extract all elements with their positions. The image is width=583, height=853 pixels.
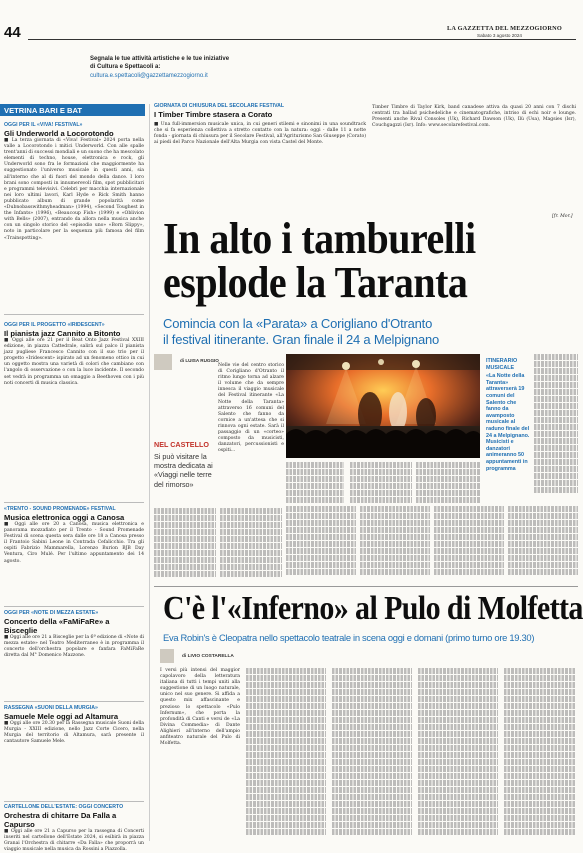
text-line	[332, 829, 412, 835]
text-line	[418, 794, 498, 800]
text-line	[154, 564, 216, 570]
second-byline: di LIVIO COSTARELLA	[182, 654, 234, 659]
text-line	[504, 801, 576, 807]
sidebar-divider	[4, 801, 144, 802]
second-body-col-5	[504, 668, 576, 836]
text-line	[418, 780, 498, 786]
page-number: 44	[4, 24, 21, 41]
text-line	[508, 562, 578, 568]
text-line	[350, 490, 412, 496]
text-line	[418, 808, 498, 814]
text-line	[246, 703, 326, 709]
sidebar-item-text: ■ Oggi alle ore 21 a Capurso per la rassegna di Concerti inseriti nel cartellone dell'Estate 2024, si esibirà in piazza Granai l'Orchestra di chitarre «Da Falla» che proporrà un viaggio musicale nella musica da Rossini a Piazzolla.	[4, 829, 144, 853]
text-line	[534, 424, 578, 430]
second-story-title: C'è l'«Inferno» al Pulo di Molfetta	[163, 590, 583, 627]
text-line	[246, 801, 326, 807]
text-line	[508, 541, 578, 547]
text-line	[332, 724, 412, 730]
header-rule	[28, 39, 576, 40]
text-line	[418, 752, 498, 758]
text-line	[434, 527, 504, 533]
text-line	[286, 476, 344, 482]
text-line	[246, 780, 326, 786]
sidebar-item	[4, 322, 144, 506]
text-line	[534, 375, 578, 381]
text-line	[504, 703, 576, 709]
text-line	[154, 536, 216, 542]
text-line	[418, 731, 498, 737]
text-line	[504, 759, 576, 765]
sidebar	[0, 104, 147, 853]
second-story-body	[160, 668, 578, 838]
text-line	[220, 571, 282, 577]
text-line	[246, 766, 326, 772]
text-line	[360, 527, 430, 533]
text-line	[286, 513, 356, 519]
text-line	[246, 829, 326, 835]
lead-title-line-1: In alto i tamburelli	[163, 212, 476, 264]
text-line	[332, 822, 412, 828]
text-line	[416, 476, 480, 482]
pull-quote-text: Si può visitare la mostra dedicata ai «Viaggi nelle terre del rimorso»	[154, 452, 213, 489]
text-line	[246, 675, 326, 681]
notice-email-link[interactable]: cultura.e.spettacoli@gazzettamezzogiorno.it	[90, 73, 208, 79]
text-line	[332, 801, 412, 807]
text-line	[332, 794, 412, 800]
lead-subtitle-line-2: il festival itinerante. Gran finale il 24 a Melpignano	[163, 332, 440, 347]
text-line	[220, 543, 282, 549]
text-line	[418, 668, 498, 674]
lower-col-2	[360, 506, 430, 576]
text-line	[332, 689, 412, 695]
text-line	[534, 403, 578, 409]
text-line	[332, 759, 412, 765]
publication-name: LA GAZZETTA DEL MEZZOGIORNO	[447, 25, 562, 32]
text-line	[504, 752, 576, 758]
ticker-box	[154, 103, 578, 221]
text-line	[360, 541, 430, 547]
page-header	[0, 0, 580, 42]
text-line	[534, 438, 578, 444]
text-line	[246, 773, 326, 779]
ticker-headline: I Timber Timbre stasera a Corato	[154, 110, 273, 119]
second-body-col-2	[246, 668, 326, 836]
text-line	[418, 682, 498, 688]
lead-body-text: Nelle vie del centro storico di Corigliano d'Otranto il ritmo lungo torna ad alzare il volume che da sempre innesca il viaggio musicale del Festival itinerante «La Notte della Taranta» attraverso 16 comuni del Salento che fanno da cornice a un'attesa che si rinnova ogni estate. Sarà il passaggio di un «corteo» composto da musicisti, danzatori, percussionisti e ospiti...	[218, 363, 284, 454]
itinerary-kicker: ITINERARIO MUSICALE	[486, 358, 518, 371]
text-line	[434, 506, 504, 512]
lead-body-left-lower	[154, 508, 282, 584]
text-line	[434, 520, 504, 526]
text-line	[418, 703, 498, 709]
sidebar-item-headline: Samuele Mele oggi ad Altamura	[4, 712, 119, 721]
text-line	[286, 569, 356, 575]
text-line	[418, 759, 498, 765]
text-line	[508, 555, 578, 561]
sidebar-item-kicker: «TRENTO - SOUND PROMENADE» FESTIVAL	[4, 506, 116, 512]
text-line	[434, 541, 504, 547]
text-line	[154, 550, 216, 556]
text-line	[504, 794, 576, 800]
text-line	[416, 469, 480, 475]
pull-quote-kicker: NEL CASTELLO	[154, 440, 209, 449]
text-line	[434, 555, 504, 561]
sidebar-item	[4, 804, 144, 853]
text-line	[286, 534, 356, 540]
text-line	[504, 766, 576, 772]
text-line	[332, 752, 412, 758]
sidebar-item-headline: Concerto della «FaMiFaRe» a Bisceglie	[4, 617, 110, 635]
text-line	[220, 564, 282, 570]
text-line	[360, 562, 430, 568]
second-body-col-4	[418, 668, 498, 836]
text-line	[246, 731, 326, 737]
text-line	[360, 548, 430, 554]
text-line	[246, 745, 326, 751]
text-line	[504, 829, 576, 835]
text-line	[504, 668, 576, 674]
sidebar-item-headline: Musica elettronica oggi a Canosa	[4, 513, 125, 522]
text-line	[350, 497, 412, 503]
text-line	[504, 780, 576, 786]
text-line	[332, 675, 412, 681]
text-line	[286, 497, 344, 503]
text-line	[508, 506, 578, 512]
text-line	[332, 696, 412, 702]
text-line	[504, 738, 576, 744]
text-line	[508, 569, 578, 575]
text-line	[332, 668, 412, 674]
text-line	[504, 689, 576, 695]
sidebar-item-headline: Gli Underworld a Locorotondo	[4, 129, 114, 138]
issue-date: Sabato 3 agosto 2024	[477, 33, 522, 38]
text-line	[220, 529, 282, 535]
sidebar-item-kicker: OGGI PER IL «VIVA! FESTIVAL»	[4, 122, 83, 128]
text-line	[360, 555, 430, 561]
text-line	[418, 696, 498, 702]
text-line	[332, 710, 412, 716]
text-line	[418, 745, 498, 751]
text-line	[504, 773, 576, 779]
second-byline-block	[160, 649, 280, 665]
text-line	[286, 555, 356, 561]
text-line	[332, 766, 412, 772]
column-rule	[149, 104, 150, 841]
text-line	[508, 527, 578, 533]
text-line	[246, 808, 326, 814]
text-line	[332, 738, 412, 744]
lead-body-col-5	[416, 462, 480, 502]
text-line	[246, 710, 326, 716]
text-line	[534, 466, 578, 472]
text-line	[416, 462, 480, 468]
text-line	[418, 773, 498, 779]
text-line	[534, 452, 578, 458]
text-line	[246, 724, 326, 730]
text-line	[360, 534, 430, 540]
text-line	[504, 815, 576, 821]
text-line	[418, 766, 498, 772]
text-line	[534, 445, 578, 451]
text-line	[350, 483, 412, 489]
sidebar-item	[4, 610, 144, 709]
text-line	[154, 571, 216, 577]
text-line	[246, 682, 326, 688]
text-line	[504, 682, 576, 688]
text-line	[534, 382, 578, 388]
text-line	[154, 557, 216, 563]
notice-line-2: di Cultura e Spettacoli a:	[90, 64, 161, 70]
text-line	[534, 410, 578, 416]
text-line	[360, 506, 430, 512]
lead-body-col-4	[350, 462, 412, 502]
sidebar-item-headline: Il pianista jazz Cannito a Bitonto	[4, 329, 121, 338]
lower-col-3	[434, 506, 504, 576]
text-line	[504, 731, 576, 737]
sidebar-item-text: ■ La terza giornata di «Viva! Festival» 2024 porta nella valle a Locorotondo i mitici Underworld. Con alle spalle trent'anni di successi mondiali e un suono che ha mescolato elementi di techno, house, elettronica e rock, gli Underworld sono fra le formazioni che maggiormente ha suggestionato l'universo musicale in questi anni, sia all'interno che al di fuori del mondo della dance. I loro brani sono composti in innumerevoli film, spot pubblicitari e programmi televisivi. Celebri per macchia internazionale nei loro ultimi lavori, Karl Hyde e Rick Smith hanno pubblicato album di grande popolarità come «Dubnobasswithmyheadman» (1994), «Second Toughest in the Infants» (1996), «Beaucoup Fish» (1999) e «Oblivion with Bells» (2007), entrando da allora nella musica anche con un singolo storico del «episodio uno» «Born Slippy», noto in particolare per la sequenza più famosa del film «Trainspotting».	[4, 138, 145, 241]
text-line	[418, 815, 498, 821]
text-line	[418, 829, 498, 835]
text-line	[534, 396, 578, 402]
text-line	[360, 520, 430, 526]
notice-line-1: Segnala le tue attività artistiche e le tue iniziative	[90, 56, 230, 62]
text-line	[246, 759, 326, 765]
text-line	[246, 689, 326, 695]
sidebar-item-kicker: OGGI PER IL PROGETTO «IRIDESCENT»	[4, 322, 105, 328]
sidebar-item-kicker: OGGI PER «NOTE DI MEZZA ESTATE»	[4, 610, 99, 616]
text-line	[286, 562, 356, 568]
text-line	[350, 476, 412, 482]
text-line	[332, 703, 412, 709]
sidebar-item	[4, 122, 144, 300]
text-line	[534, 459, 578, 465]
text-line	[246, 794, 326, 800]
text-line	[220, 550, 282, 556]
lead-subtitle-line-1: Comincia con la «Parata» a Corigliano d'Otranto	[163, 316, 433, 331]
text-line	[154, 508, 216, 514]
lead-photo	[286, 354, 480, 458]
text-line	[418, 689, 498, 695]
story-divider	[154, 586, 578, 587]
sidebar-item-kicker: CARTELLONE DELL'ESTATE: OGGI CONCERTO	[4, 804, 124, 810]
text-line	[418, 675, 498, 681]
text-line	[416, 490, 480, 496]
text-line	[246, 815, 326, 821]
text-line	[508, 534, 578, 540]
text-line	[360, 569, 430, 575]
text-line	[154, 529, 216, 535]
text-line	[154, 522, 216, 528]
right-column	[534, 354, 578, 504]
text-line	[504, 710, 576, 716]
lead-body-col-1	[154, 354, 220, 436]
text-line	[220, 557, 282, 563]
second-body-col-3	[332, 668, 412, 836]
second-story-subtitle: Eva Robin's è Cleopatra nello spettacolo teatrale in scena oggi e domani (primo turno ore 19.30)	[163, 632, 535, 643]
author-photo-placeholder	[154, 354, 172, 370]
text-line	[434, 548, 504, 554]
text-line	[416, 497, 480, 503]
text-line	[418, 738, 498, 744]
sidebar-divider	[4, 701, 144, 702]
lower-col-b	[220, 508, 282, 578]
sidebar-item-text: ■ Oggi alle ore 21 a Bisceglie per la 6ª edizione di «Note di mezza estate» nel Teatro Mediterraneo è in programma il concerto dell'orchestra popolare e fanfara FaMiFaRe diretta dal M° Domenico Mazzone.	[4, 635, 144, 659]
text-line	[286, 490, 344, 496]
text-line	[504, 696, 576, 702]
sidebar-item-text: ■ Oggi alle ore 20 a Canosa, musica elettronica e panorama mozzafiato per il Trento - Sound Promenade Festival di scena questa sera dalle ore 18 a Canosa presso il Frantoio Sabini Leone in Contrada Cefalicchio. Tra gli ospiti Fabrizio Mammarella, Lorenzo Burion BJB Day Ventura, Ciro Mulé. Per l'ultimo appuntamento dei 14 agosto.	[4, 522, 144, 564]
text-line	[286, 469, 344, 475]
ticker-text-col-1: ■ Una full-immersion musicale unica, in cui generi stilemi e sinonimi in una soundtrack che si fa esperienza collettiva a stretto contatto con la natura: oggi - dalle 11 a notte fonda - giornata di chiusura per il Secolare Festival, all'Agriturismo San Giuseppe (Corato) ai piedi del Parco Nazionale dell'Alta Murgia con vista Castel del Monte.	[154, 122, 367, 146]
text-line	[534, 431, 578, 437]
sidebar-divider	[4, 314, 144, 315]
text-line	[504, 808, 576, 814]
text-line	[504, 745, 576, 751]
text-line	[154, 543, 216, 549]
text-line	[332, 745, 412, 751]
sidebar-section-tab	[0, 104, 145, 116]
text-line	[154, 515, 216, 521]
text-line	[246, 717, 326, 723]
text-line	[246, 787, 326, 793]
text-line	[246, 822, 326, 828]
text-line	[534, 389, 578, 395]
ticker-text-col-2: Timber Timbre di Taylor Kirk, band canadese attiva da quasi 20 anni con 7 dischi centrati tra ballad psichedeliche e cinematografiche, intriso di echi noir e lounge. Presenti anche Rival Consoles (Uk), Richard Dawson (Uk), Ilù (Usa), Magsies (Isr), Couchgagzzi (Isr). Info: www.secolarefestival.com.	[372, 105, 576, 129]
ticker-kicker: GIORNATA DI CHIUSURA DEL SECOLARE FESTIVAL	[154, 103, 285, 109]
text-line	[332, 731, 412, 737]
text-line	[332, 808, 412, 814]
lower-col-a	[154, 508, 216, 578]
text-line	[418, 717, 498, 723]
text-line	[246, 668, 326, 674]
text-line	[286, 462, 344, 468]
text-line	[220, 515, 282, 521]
text-line	[286, 541, 356, 547]
text-line	[332, 773, 412, 779]
text-line	[286, 527, 356, 533]
sidebar-item-kicker: RASSEGNA «SUONI DELLA MURGIA»	[4, 705, 98, 711]
text-line	[534, 417, 578, 423]
lower-col-4	[508, 506, 578, 576]
text-line	[534, 487, 578, 493]
second-body-col-1: I versi più intensi del maggior capolavoro della letteratura italiana di tutti i tempi uniti alla suggestione di un luogo naturale, unico nel suo genere. Si affida a questo mix affascinante e prezioso lo spettacolo «Pulo Infernum», che porta la profondità di Canti e versi de «La Divina Commedia» di Dante Alighieri all'interno dell'ampio anfiteatro naturale del Pulo di Molfetta.	[160, 668, 240, 747]
text-line	[332, 815, 412, 821]
text-line	[350, 469, 412, 475]
lead-body-lower	[286, 506, 578, 582]
text-line	[418, 724, 498, 730]
text-line	[416, 483, 480, 489]
itinerary-box	[486, 358, 530, 508]
text-line	[286, 506, 356, 512]
text-line	[418, 710, 498, 716]
text-line	[534, 480, 578, 486]
text-line	[286, 520, 356, 526]
text-line	[534, 368, 578, 374]
submission-notice	[90, 56, 320, 92]
text-line	[434, 513, 504, 519]
ticker-credit: [fr. Mor.]	[552, 214, 573, 219]
text-line	[286, 548, 356, 554]
text-line	[434, 569, 504, 575]
text-line	[534, 473, 578, 479]
text-line	[418, 787, 498, 793]
text-line	[246, 738, 326, 744]
sidebar-divider	[4, 606, 144, 607]
text-line	[332, 780, 412, 786]
lead-title-line-2: esplode la Taranta	[163, 256, 468, 308]
text-line	[504, 787, 576, 793]
text-line	[332, 717, 412, 723]
text-line	[332, 682, 412, 688]
text-line	[220, 508, 282, 514]
text-line	[332, 787, 412, 793]
text-line	[508, 520, 578, 526]
text-line	[434, 562, 504, 568]
sidebar-item-headline: Orchestra di chitarre Da Falla a Capurso	[4, 811, 117, 829]
text-line	[504, 717, 576, 723]
lead-body-col-3	[286, 462, 344, 502]
text-line	[504, 675, 576, 681]
text-line	[350, 462, 412, 468]
text-line	[220, 536, 282, 542]
sidebar-item-text: ■ Oggi alle ore 21 per il Beat Onto Jazz Festival XXIII edizione, in piazza Cattedrale, salirà sul palco il pianista jazz pugliese Francesco Cannito con il suo trio per il progetto «Iridescent» ispirato ad un fenomeno ottico in cui un oggetto mostra una varietà di colori che cambiano con l'angolo di osservazione o con la luce incidente. Il secondo set vedrà in programma un omaggio a Beethoven con i più noti concerti di musica classica.	[4, 338, 144, 386]
author-photo-placeholder	[160, 649, 174, 663]
text-line	[508, 548, 578, 554]
sidebar-divider	[4, 502, 144, 503]
itinerary-text: «La Notte della Taranta» attraverserà 19 comuni del Salento che fanno da avamposto musicale al raduno finale del 24 a Melpignano. Musicisti e danzatori animeranno 50 appuntamenti in programma	[486, 373, 530, 472]
sidebar-item	[4, 506, 144, 604]
lower-col-1	[286, 506, 356, 576]
text-line	[246, 696, 326, 702]
sidebar-item	[4, 705, 144, 799]
sidebar-section-title: VETRINA BARI E BAT	[4, 106, 83, 115]
text-line	[286, 483, 344, 489]
pull-quote	[154, 440, 218, 506]
text-line	[534, 354, 578, 360]
text-line	[418, 822, 498, 828]
text-line	[418, 801, 498, 807]
text-line	[434, 534, 504, 540]
text-line	[508, 513, 578, 519]
concert-stage-image	[286, 354, 480, 458]
text-line	[504, 822, 576, 828]
text-line	[534, 361, 578, 367]
text-line	[246, 752, 326, 758]
text-line	[360, 513, 430, 519]
text-line	[220, 522, 282, 528]
text-line	[504, 724, 576, 730]
lead-byline: di LUISA RUGGIO	[180, 358, 219, 363]
sidebar-item-text: ■ Oggi alle ore 20.30 per la Rassegna musicale Suoni della Murgia - XXIII edizione, nello Jazz Corte Cicero, nella Murgia del territorio di Altamura, sarà presente il cantautore Samuele Mele.	[4, 721, 144, 745]
